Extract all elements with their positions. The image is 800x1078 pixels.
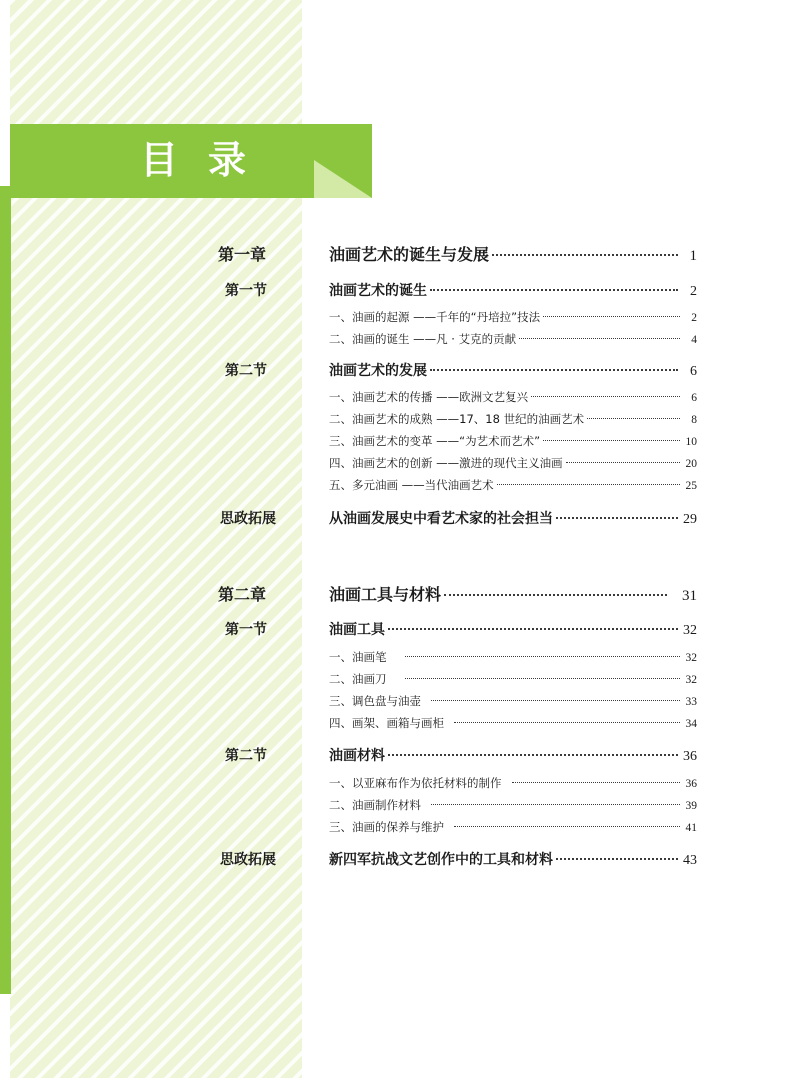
extension-label: 思政拓展 (220, 511, 276, 527)
section-label: 第一节 (225, 283, 267, 299)
item-title: 二、油画制作材料 (329, 798, 421, 812)
page-number: 36 (685, 778, 697, 790)
leader-dots (431, 803, 680, 805)
toc-entry-item[interactable] (329, 649, 697, 665)
page-title: 目录 (140, 138, 277, 182)
section-label: 第二节 (225, 363, 267, 379)
page-number: 32 (685, 674, 697, 686)
leader-dots (543, 439, 680, 441)
leader-dots (405, 655, 681, 657)
page-number: 8 (691, 414, 697, 426)
toc-entry-item[interactable] (329, 693, 697, 709)
chapter-title: 油画工具与材料 (329, 585, 442, 604)
page-number: 25 (685, 480, 697, 492)
leader-dots (587, 417, 680, 419)
page-number: 4 (691, 334, 697, 346)
page-number: 29 (683, 512, 697, 527)
toc-entry-section[interactable] (329, 360, 697, 380)
item-title: 三、油画艺术的变革 ——“为艺术而艺术” (329, 434, 541, 448)
item-title: 一、油画艺术的传播 ——欧洲文艺复兴 (329, 390, 529, 404)
leader-dots (444, 593, 667, 596)
item-title: 四、画架、画箱与画柜 (329, 716, 444, 730)
leader-dots (430, 368, 678, 371)
toc-entry-item[interactable] (329, 309, 697, 325)
section-title: 油画工具 (329, 622, 385, 638)
page-number: 32 (683, 623, 697, 638)
leader-dots (556, 857, 678, 860)
page-number: 31 (682, 588, 697, 604)
toc-entry-item[interactable] (329, 455, 697, 471)
item-title: 二、油画艺术的成熟 ——17、18 世纪的油画艺术 (329, 412, 585, 426)
leader-dots (454, 825, 680, 827)
chapter-title: 油画艺术的诞生与发展 (329, 245, 490, 264)
toc-entry-item[interactable] (329, 389, 697, 405)
item-title: 四、油画艺术的创新 ——激进的现代主义油画 (329, 456, 563, 470)
page-number: 6 (690, 364, 697, 379)
toc-entry-item[interactable] (329, 433, 697, 449)
toc-entry-item[interactable] (329, 819, 697, 835)
page-number: 36 (683, 749, 697, 764)
leader-dots (497, 483, 680, 485)
toc-entry-item[interactable] (329, 671, 697, 687)
leader-dots (519, 337, 680, 339)
leader-dots (405, 677, 681, 679)
toc-entry-extension[interactable] (329, 849, 697, 869)
section-title: 油画艺术的发展 (329, 363, 427, 379)
section-title: 油画材料 (329, 748, 385, 764)
page-number: 10 (685, 436, 697, 448)
page-number: 39 (685, 800, 697, 812)
item-title: 三、油画的保养与维护 (329, 820, 444, 834)
leader-dots (556, 516, 678, 519)
leader-dots (512, 781, 681, 783)
page-number: 41 (685, 822, 697, 834)
leader-dots (431, 699, 680, 701)
toc-entry-section[interactable] (329, 745, 697, 765)
leader-dots (531, 395, 680, 397)
leader-dots (454, 721, 680, 723)
item-title: 五、多元油画 ——当代油画艺术 (329, 478, 494, 492)
leader-dots (388, 753, 678, 756)
item-title: 一、以亚麻布作为依托材料的制作 (329, 776, 502, 790)
toc-entry-chapter-1[interactable] (329, 242, 697, 265)
toc-entry-item[interactable] (329, 477, 697, 493)
page-number: 2 (691, 312, 697, 324)
chapter-label: 第一章 (218, 245, 267, 264)
toc-entry-item[interactable] (329, 715, 697, 731)
item-title: 二、油画刀 (329, 672, 387, 686)
extension-title: 新四军抗战文艺创作中的工具和材料 (329, 852, 553, 868)
toc-entry-item[interactable] (329, 797, 697, 813)
section-label: 第二节 (225, 748, 267, 764)
toc-entry-section[interactable] (329, 619, 697, 639)
section-label: 第一节 (225, 622, 267, 638)
toc-entry-extension[interactable] (329, 508, 697, 528)
page-number: 20 (685, 458, 697, 470)
page-number: 33 (685, 696, 697, 708)
toc-entry-item[interactable] (329, 411, 697, 427)
extension-title: 从油画发展史中看艺术家的社会担当 (329, 511, 553, 527)
leader-dots (543, 315, 680, 317)
page-number: 2 (690, 284, 697, 299)
chapter-label: 第二章 (218, 585, 267, 604)
item-title: 三、调色盘与油壶 (329, 694, 421, 708)
toc-entry-section[interactable] (329, 280, 697, 300)
extension-label: 思政拓展 (220, 852, 276, 868)
page-number: 32 (685, 652, 697, 664)
item-title: 一、油画的起源 ——千年的“丹培拉”技法 (329, 310, 541, 324)
toc-entry-item[interactable] (329, 331, 697, 347)
item-title: 二、油画的诞生 ——凡 · 艾克的贡献 (329, 332, 517, 346)
page-number: 6 (691, 392, 697, 404)
item-title: 一、油画笔 (329, 650, 387, 664)
page-number: 1 (689, 248, 697, 264)
toc-entry-chapter-2[interactable] (329, 582, 697, 605)
leader-dots (492, 253, 678, 256)
leader-dots (430, 288, 678, 291)
toc-entry-item[interactable] (329, 775, 697, 791)
section-title: 油画艺术的诞生 (329, 283, 427, 299)
leader-dots (388, 627, 678, 630)
page-number: 43 (683, 853, 697, 868)
leader-dots (566, 461, 680, 463)
page-number: 34 (685, 718, 697, 730)
